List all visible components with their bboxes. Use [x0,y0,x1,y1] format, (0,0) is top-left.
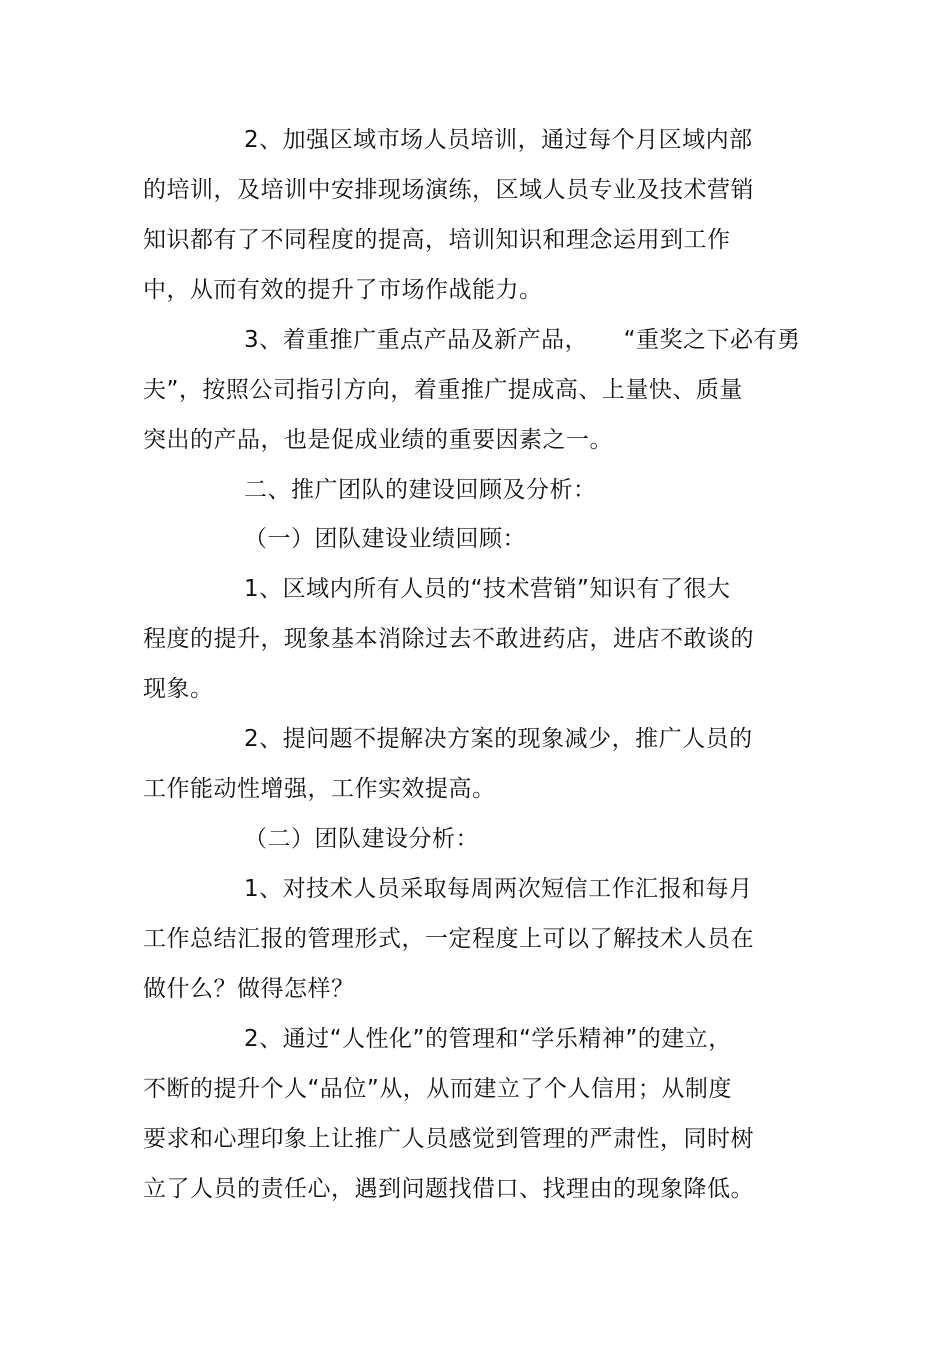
text-line: 知识都有了不同程度的提高，培训知识和理念运用到工作 [143,227,731,253]
section-heading: 二、推广团队的建设回顾及分析： [244,477,597,503]
text-line: 不断的提升个人“品位”从，从而建立了个人信用；从制度 [143,1076,732,1102]
text-line: 夫”，按照公司指引方向，着重推广提成高、上量快、质量 [143,377,743,403]
text-line: 2、提问题不提解决方案的现象减少，推广人员的 [244,726,753,752]
text-line: 做什么？做得怎样？ [143,976,355,1002]
subsection-heading: （一）团队建设业绩回顾： [244,526,526,552]
text-line: 工作总结汇报的管理形式，一定程度上可以了解技术人员在 [143,926,754,952]
text-line: 1、对技术人员采取每周两次短信工作汇报和每月 [244,876,753,902]
text-line: 3、着重推广重点产品及新产品， “重奖之下必有勇 [244,327,801,353]
text-line: 现象。 [143,676,214,702]
text-line: 1、区域内所有人员的“技术营销”知识有了很大 [244,576,731,602]
text-line: 工作能动性增强，工作实效提高。 [143,776,496,802]
text-line: 立了人员的责任心，遇到问题找借口、找理由的现象降低。 [143,1176,754,1202]
text-line: 程度的提升，现象基本消除过去不敢进药店，进店不敢谈的 [143,626,754,652]
text-line: 2、通过“人性化”的管理和“学乐精神”的建立， [244,1026,732,1052]
text-line: 2、加强区域市场人员培训，通过每个月区域内部 [244,127,753,153]
subsection-heading: （二）团队建设分析： [244,826,479,852]
text-line: 中，从而有效的提升了市场作战能力。 [143,277,543,303]
text-line: 的培训，及培训中安排现场演练，区域人员专业及技术营销 [143,177,754,203]
text-line: 要求和心理印象上让推广人员感觉到管理的严肃性，同时树 [143,1126,754,1152]
text-line: 突出的产品，也是促成业绩的重要因素之一。 [143,427,613,453]
